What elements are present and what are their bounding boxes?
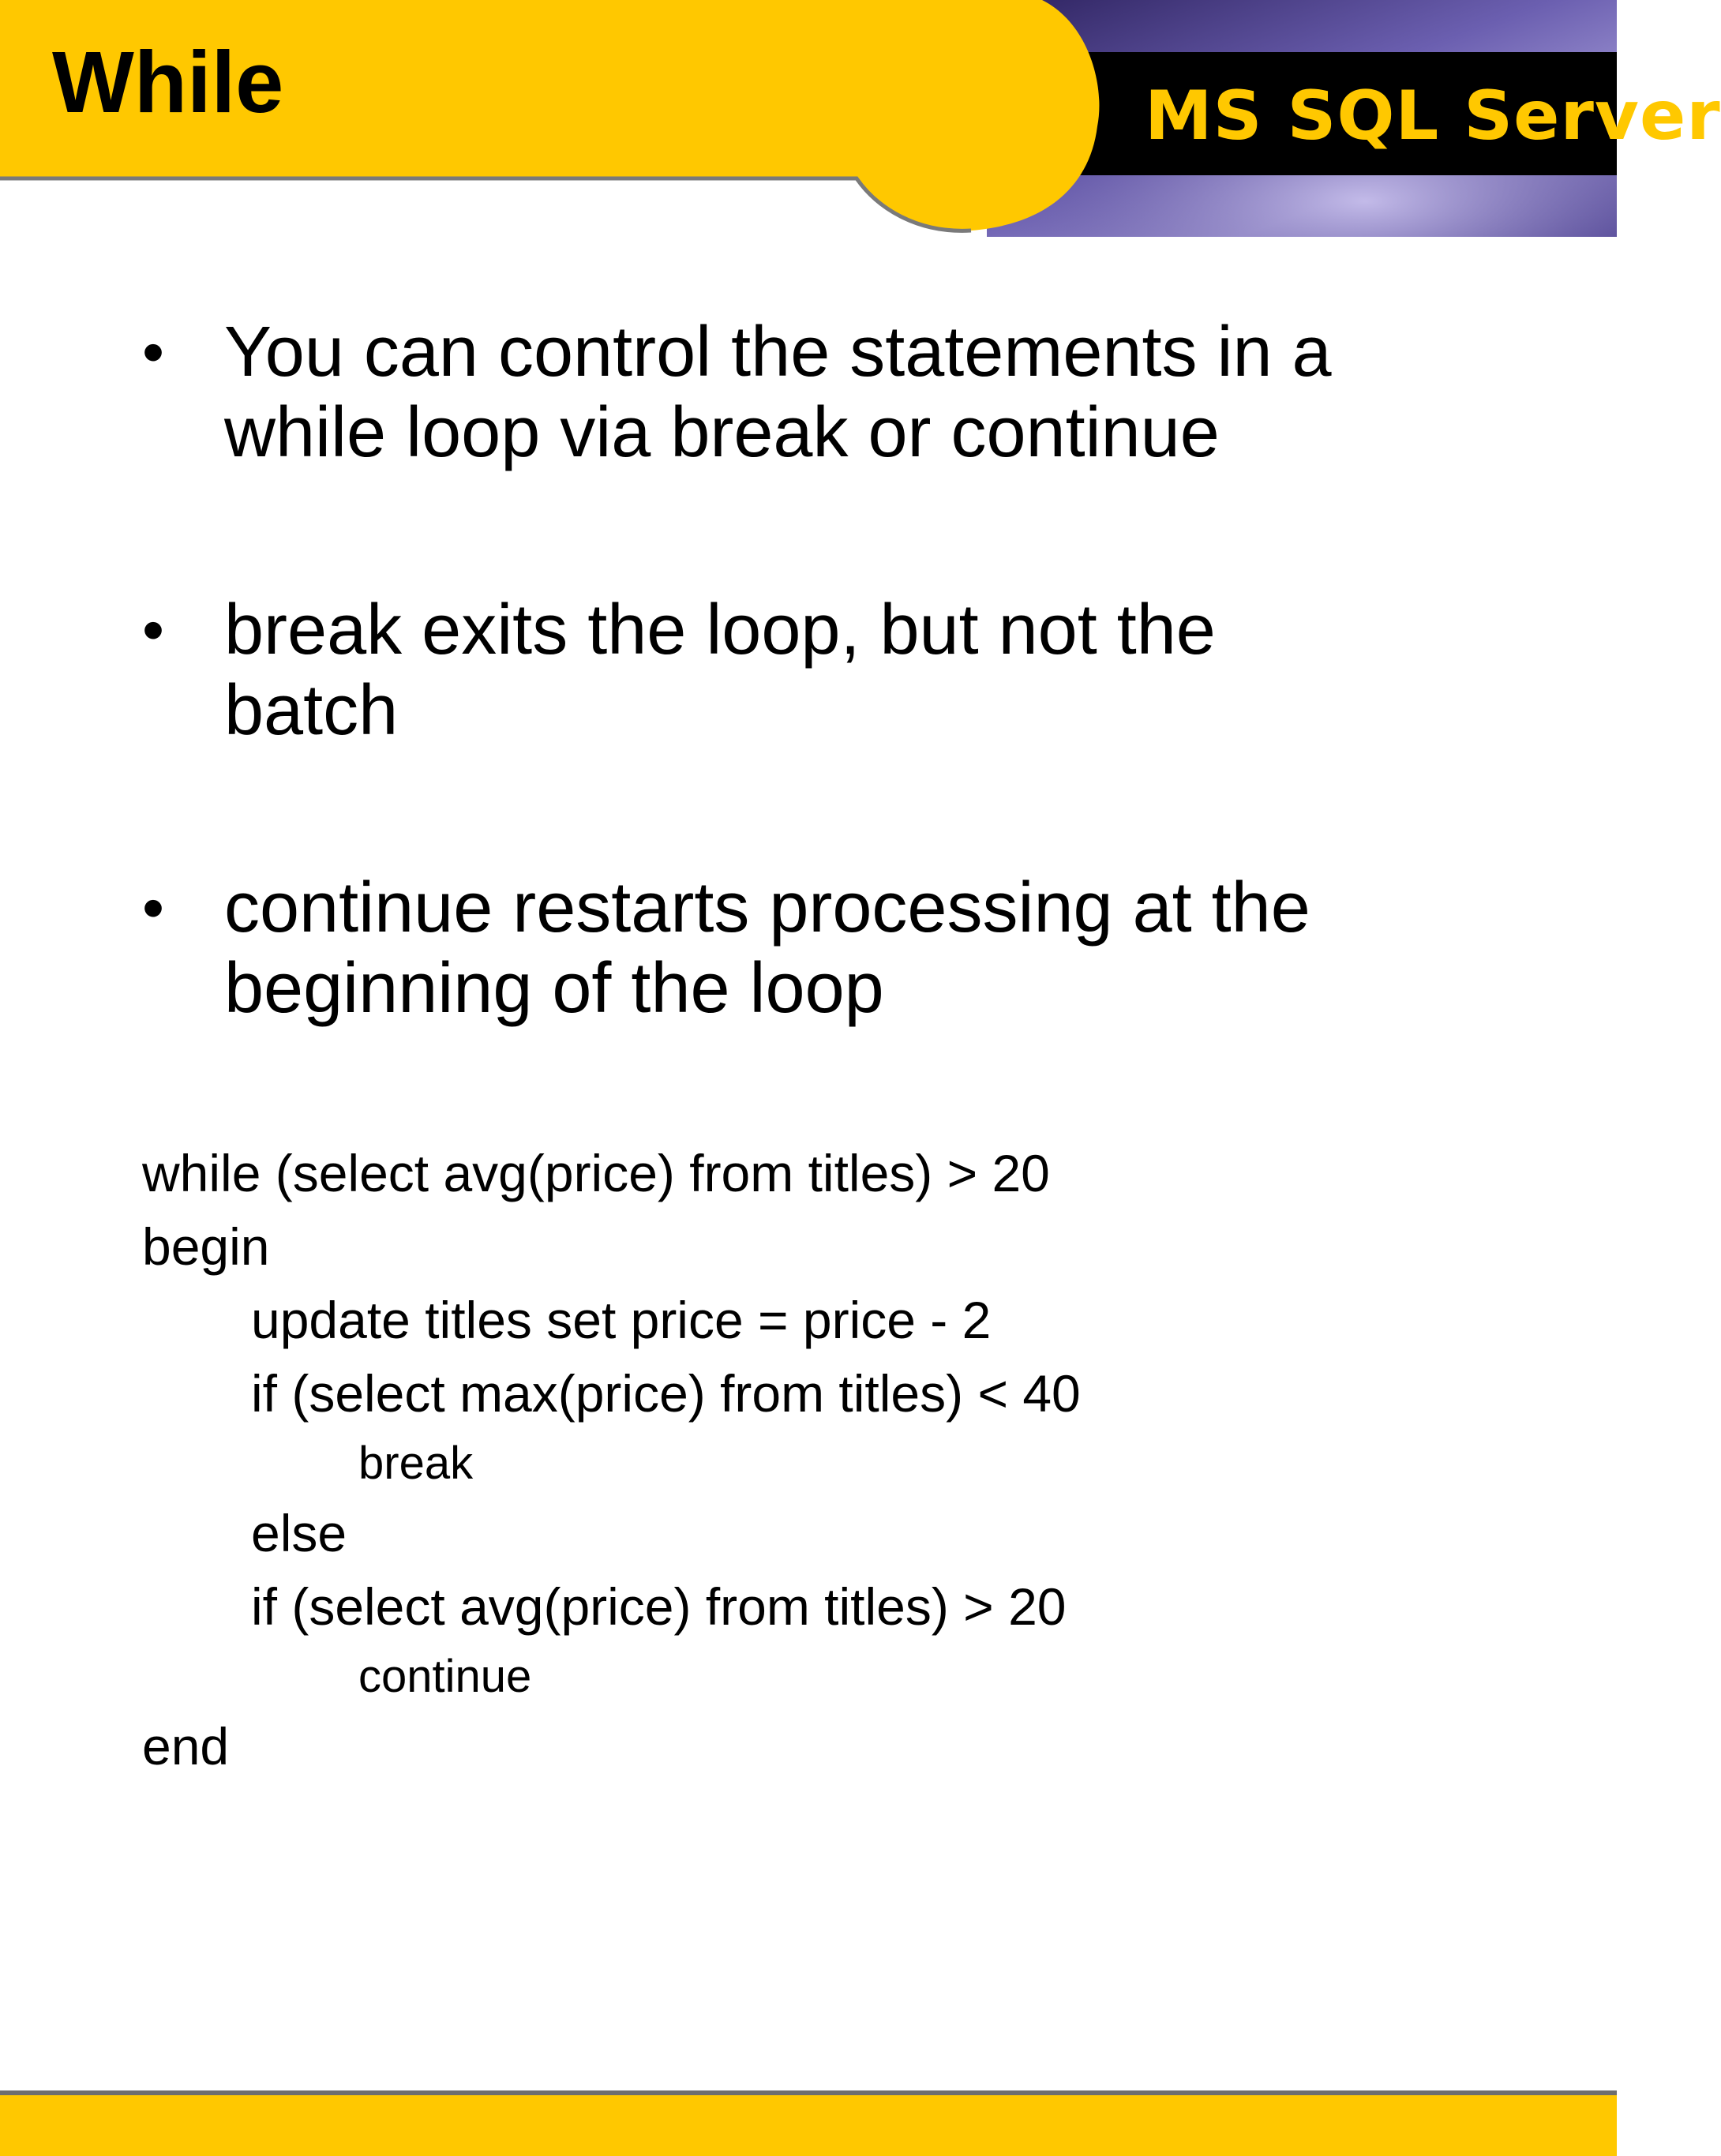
bullet-item <box>0 868 1405 1029</box>
bullet-icon: • <box>142 872 165 943</box>
bullet-list <box>0 312 1617 1029</box>
code-line: update titles set price = price - 2 <box>251 1291 992 1349</box>
code-sample <box>142 1137 1405 1783</box>
code-line: while (select avg(price) from titles) > 20 <box>142 1144 1050 1202</box>
bullet-item <box>0 590 1405 751</box>
code-line: begin <box>142 1217 270 1276</box>
bullet-item <box>0 312 1405 473</box>
code-line: end <box>142 1717 230 1775</box>
bullet-text: You can control the statements in a while loop via break or continue <box>224 313 1332 472</box>
bullet-icon: • <box>142 317 165 387</box>
code-line: if (select max(price) from titles) < 40 <box>251 1364 1081 1423</box>
bullet-icon: • <box>142 594 165 665</box>
code-line: if (select avg(price) from titles) > 20 <box>251 1577 1067 1636</box>
code-line: else <box>251 1504 347 1562</box>
bullet-text: break exits the loop, but not the batch <box>224 591 1216 750</box>
footer-bar <box>0 2095 1617 2156</box>
bullet-text: continue restarts processing at the beginning of the loop <box>224 868 1310 1028</box>
code-line: break <box>358 1438 474 1489</box>
brand-logo: MS SQL Server <box>1145 77 1721 156</box>
code-line: continue <box>358 1651 532 1702</box>
slide-title: While <box>52 34 284 131</box>
